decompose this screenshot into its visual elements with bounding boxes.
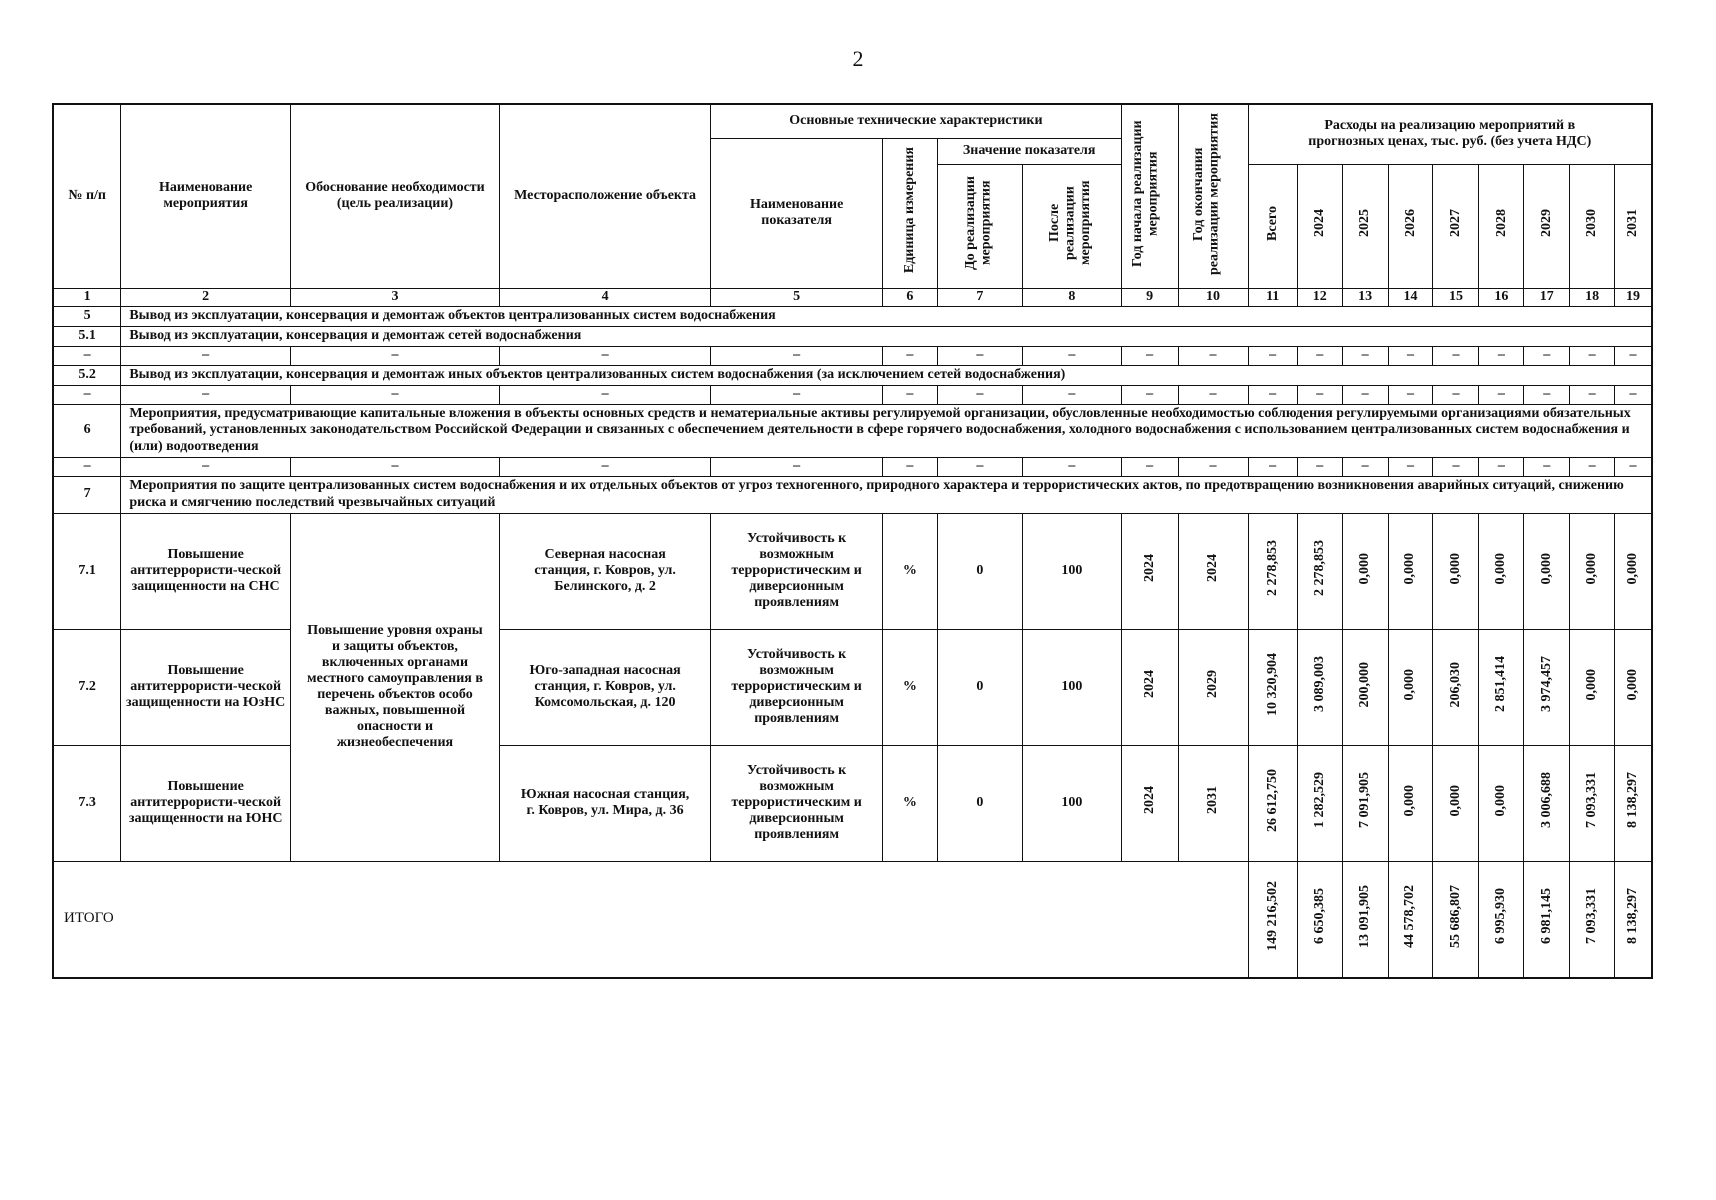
- header-year: 2031: [1625, 209, 1641, 238]
- item-year-amount: 0,000: [1584, 552, 1600, 585]
- header-justification: Обоснование необходимости (цель реализации): [290, 104, 499, 288]
- dash-cell: –: [711, 385, 883, 404]
- measures-table: [52, 103, 1653, 979]
- dash-cell: –: [1248, 385, 1297, 404]
- item-year-amount: 200,000: [1357, 661, 1373, 708]
- section-number: 5.2: [53, 365, 121, 385]
- column-number: 6: [883, 288, 938, 306]
- item-end-year: 2029: [1205, 670, 1220, 699]
- section-row: [53, 306, 1652, 326]
- grand-total: 149 216,502: [1264, 881, 1280, 952]
- total-year-amount: 7 093,331: [1584, 888, 1600, 945]
- item-year-amount: 2 278,853: [1311, 540, 1327, 597]
- dash-cell: –: [500, 457, 711, 476]
- item-total: 26 612,750: [1264, 768, 1280, 832]
- item-end-year: 2031: [1205, 786, 1220, 815]
- header-after: После реализации мероприятия: [1046, 181, 1093, 266]
- empty-row: [53, 457, 1652, 476]
- dash-cell: –: [1388, 385, 1433, 404]
- item-year-amount: 3 006,688: [1538, 772, 1554, 829]
- item-year-amount: 7 091,905: [1357, 772, 1373, 829]
- header-indicator-value: Значение показателя: [937, 138, 1121, 164]
- header-cost-group: Расходы на реализацию мероприятий в прогнозных ценах, тыс. руб. (без учета НДС): [1248, 104, 1652, 164]
- item-total: 10 320,904: [1264, 652, 1280, 716]
- dash-cell: –: [1433, 457, 1479, 476]
- dash-cell: –: [500, 346, 711, 365]
- header-before: До реализации мероприятия: [962, 176, 994, 271]
- item-before: 0: [937, 745, 1022, 861]
- dash-cell: –: [1433, 385, 1479, 404]
- dash-cell: –: [1433, 346, 1479, 365]
- dash-cell: –: [1615, 385, 1652, 404]
- dash-cell: –: [711, 457, 883, 476]
- dash-cell: –: [1023, 385, 1122, 404]
- dash-cell: –: [1388, 346, 1433, 365]
- column-number: 19: [1615, 288, 1652, 306]
- column-number: 4: [500, 288, 711, 306]
- header-year: 2029: [1539, 209, 1555, 238]
- item-year-amount: 0,000: [1402, 668, 1418, 701]
- header-year: 2026: [1402, 209, 1418, 238]
- item-after: 100: [1023, 629, 1122, 745]
- section-title: Вывод из эксплуатации, консервация и демонтаж сетей водоснабжения: [121, 326, 1652, 346]
- dash-cell: –: [1479, 457, 1524, 476]
- item-year-amount: 3 974,457: [1538, 656, 1554, 713]
- header-location: Месторасположение объекта: [500, 104, 711, 288]
- header-start-year: Год начала реализации мероприятия: [1129, 120, 1160, 268]
- item-year-amount: 0,000: [1625, 552, 1640, 585]
- dash-cell: –: [1524, 385, 1570, 404]
- header-total: Всего: [1264, 205, 1280, 241]
- item-year-amount: 0,000: [1402, 552, 1418, 585]
- item-location: Южная насосная станция, г. Ковров, ул. Мира, д. 36: [500, 745, 711, 861]
- total-year-amount: 44 578,702: [1402, 884, 1418, 948]
- item-year-amount: 7 093,331: [1584, 772, 1600, 829]
- dash-cell: –: [1342, 457, 1388, 476]
- item-start-year: 2024: [1141, 786, 1157, 815]
- item-year-amount: 0,000: [1493, 552, 1509, 585]
- column-number: 8: [1023, 288, 1122, 306]
- dash-cell: –: [1297, 457, 1342, 476]
- column-number: 1: [53, 288, 121, 306]
- column-number: 15: [1433, 288, 1479, 306]
- item-year-amount: 1 282,529: [1311, 772, 1327, 829]
- item-number: 7.1: [53, 513, 121, 629]
- dash-cell: –: [53, 457, 121, 476]
- dash-cell: –: [883, 346, 938, 365]
- header-unit: Единица измерения: [902, 147, 918, 274]
- header-year: 2027: [1448, 209, 1464, 238]
- empty-row: [53, 385, 1652, 404]
- total-year-amount: 55 686,807: [1447, 884, 1463, 948]
- column-number: 14: [1388, 288, 1433, 306]
- header-year: 2025: [1357, 209, 1373, 238]
- section-title: Вывод из эксплуатации, консервация и демонтаж объектов централизованных систем водоснабжения: [121, 306, 1652, 326]
- item-year-amount: 0,000: [1402, 784, 1418, 817]
- dash-cell: –: [1297, 346, 1342, 365]
- item-after: 100: [1023, 513, 1122, 629]
- section-row: [53, 326, 1652, 346]
- dash-cell: –: [937, 457, 1022, 476]
- dash-cell: –: [1570, 346, 1615, 365]
- item-after: 100: [1023, 745, 1122, 861]
- item-year-amount: 3 089,003: [1311, 656, 1327, 713]
- dash-cell: –: [1121, 385, 1178, 404]
- section-row: [53, 404, 1652, 457]
- item-justification: Повышение уровня охраны и защиты объектов, включенных органами местного самоуправления в перечень объектов особо важных, повышенной опасности и жизнеобеспечения: [290, 513, 499, 861]
- column-number: 2: [121, 288, 291, 306]
- dash-cell: –: [290, 457, 499, 476]
- header-indicator-name: Наименование показателя: [711, 138, 883, 288]
- item-total: 2 278,853: [1264, 540, 1280, 597]
- dash-cell: –: [937, 385, 1022, 404]
- dash-cell: –: [1479, 385, 1524, 404]
- item-before: 0: [937, 513, 1022, 629]
- item-name: Повышение антитеррористи-ческой защищенности на СНС: [121, 513, 291, 629]
- item-year-amount: 0,000: [1538, 552, 1554, 585]
- item-year-amount: 206,030: [1447, 661, 1463, 708]
- dash-cell: –: [1121, 457, 1178, 476]
- column-number: 16: [1479, 288, 1524, 306]
- column-number: 3: [290, 288, 499, 306]
- empty-row: [53, 346, 1652, 365]
- item-year-amount: 0,000: [1625, 668, 1640, 701]
- item-year-amount: 0,000: [1493, 784, 1509, 817]
- item-year-amount: 0,000: [1584, 668, 1600, 701]
- item-start-year: 2024: [1141, 670, 1157, 699]
- dash-cell: –: [121, 346, 291, 365]
- dash-cell: –: [1178, 346, 1248, 365]
- section-number: 5.1: [53, 326, 121, 346]
- section-row: [53, 365, 1652, 385]
- document-table-wrapper: [52, 103, 1653, 979]
- item-unit: %: [883, 745, 938, 861]
- total-year-amount: 8 138,297: [1625, 888, 1640, 945]
- dash-cell: –: [1342, 346, 1388, 365]
- column-number: 17: [1524, 288, 1570, 306]
- dash-cell: –: [121, 457, 291, 476]
- section-title: Вывод из эксплуатации, консервация и демонтаж иных объектов централизованных систем водоснабжения (за исключением сетей водоснабжения): [121, 365, 1652, 385]
- item-indicator: Устойчивость к возможным террористическим и диверсионным проявлениям: [711, 745, 883, 861]
- item-unit: %: [883, 513, 938, 629]
- item-name: Повышение антитеррористи-ческой защищенности на ЮзНС: [121, 629, 291, 745]
- total-label: ИТОГО: [53, 861, 1248, 978]
- item-location: Северная насосная станция, г. Ковров, ул. Белинского, д. 2: [500, 513, 711, 629]
- dash-cell: –: [1121, 346, 1178, 365]
- dash-cell: –: [290, 346, 499, 365]
- item-end-year: 2024: [1205, 554, 1220, 583]
- dash-cell: –: [1248, 457, 1297, 476]
- page-number: 2: [852, 46, 864, 71]
- dash-cell: –: [1342, 385, 1388, 404]
- dash-cell: –: [53, 385, 121, 404]
- section-title: Мероприятия по защите централизованных систем водоснабжения и их отдельных объектов от угроз техногенного, природного характера и террористических актов, по предотвращению возникновения аварийных ситуаций, снижению риска и смягчению последствий чрезвычайных ситуаций: [121, 476, 1652, 513]
- item-number: 7.3: [53, 745, 121, 861]
- item-unit: %: [883, 629, 938, 745]
- dash-cell: –: [121, 385, 291, 404]
- section-number: 6: [53, 404, 121, 457]
- header-number: № п/п: [53, 104, 121, 288]
- dash-cell: –: [1178, 457, 1248, 476]
- column-number: 11: [1248, 288, 1297, 306]
- dash-cell: –: [1570, 457, 1615, 476]
- column-number: 18: [1570, 288, 1615, 306]
- dash-cell: –: [1178, 385, 1248, 404]
- item-indicator: Устойчивость к возможным террористическим и диверсионным проявлениям: [711, 513, 883, 629]
- column-number: 12: [1297, 288, 1342, 306]
- column-number: 7: [937, 288, 1022, 306]
- header-measure-name: Наименование мероприятия: [121, 104, 291, 288]
- column-number: 9: [1121, 288, 1178, 306]
- item-year-amount: 0,000: [1447, 552, 1463, 585]
- header-year: 2024: [1312, 209, 1328, 238]
- header-tech-characteristics: Основные технические характеристики: [711, 104, 1121, 138]
- dash-cell: –: [937, 346, 1022, 365]
- header-end-year: Год окончания реализации мероприятия: [1191, 112, 1222, 275]
- item-before: 0: [937, 629, 1022, 745]
- dash-cell: –: [1524, 346, 1570, 365]
- item-location: Юго-западная насосная станция, г. Ковров, ул. Комсомольская, д. 120: [500, 629, 711, 745]
- dash-cell: –: [1524, 457, 1570, 476]
- item-number: 7.2: [53, 629, 121, 745]
- section-number: 5: [53, 306, 121, 326]
- dash-cell: –: [1615, 457, 1652, 476]
- total-year-amount: 13 091,905: [1357, 884, 1373, 948]
- section-number: 7: [53, 476, 121, 513]
- dash-cell: –: [1479, 346, 1524, 365]
- column-number: 13: [1342, 288, 1388, 306]
- item-indicator: Устойчивость к возможным террористическим и диверсионным проявлениям: [711, 629, 883, 745]
- total-row: [53, 861, 1652, 978]
- item-year-amount: 0,000: [1357, 552, 1373, 585]
- header-year: 2030: [1584, 209, 1600, 238]
- column-number: 5: [711, 288, 883, 306]
- dash-cell: –: [500, 385, 711, 404]
- dash-cell: –: [53, 346, 121, 365]
- column-number-row: [53, 288, 1652, 306]
- dash-cell: –: [883, 385, 938, 404]
- total-year-amount: 6 981,145: [1538, 888, 1554, 945]
- header-year: 2028: [1493, 209, 1509, 238]
- dash-cell: –: [1248, 346, 1297, 365]
- dash-cell: –: [1388, 457, 1433, 476]
- dash-cell: –: [290, 385, 499, 404]
- section-row: [53, 476, 1652, 513]
- item-year-amount: 8 138,297: [1625, 772, 1640, 829]
- column-number: 10: [1178, 288, 1248, 306]
- total-year-amount: 6 650,385: [1311, 888, 1327, 945]
- section-title: Мероприятия, предусматривающие капитальные вложения в объекты основных средств и нематериальные активы регулируемой организации, обусловленные необходимостью соблюдения регулируемыми организациями обязательных требований, установленных законодательством Российской Федерации и связанных с обеспечением деятельности в сфере горячего водоснабжения, холодного водоснабжения с использованием централизованных систем водоснабжения и (или) водоотведения: [121, 404, 1652, 457]
- table-row: [53, 513, 1652, 629]
- dash-cell: –: [1023, 346, 1122, 365]
- dash-cell: –: [1570, 385, 1615, 404]
- dash-cell: –: [1023, 457, 1122, 476]
- item-start-year: 2024: [1141, 554, 1157, 583]
- item-year-amount: 0,000: [1447, 784, 1463, 817]
- item-year-amount: 2 851,414: [1493, 656, 1509, 713]
- total-year-amount: 6 995,930: [1493, 888, 1509, 945]
- item-name: Повышение антитеррористи-ческой защищенности на ЮНС: [121, 745, 291, 861]
- dash-cell: –: [1615, 346, 1652, 365]
- dash-cell: –: [1297, 385, 1342, 404]
- dash-cell: –: [883, 457, 938, 476]
- dash-cell: –: [711, 346, 883, 365]
